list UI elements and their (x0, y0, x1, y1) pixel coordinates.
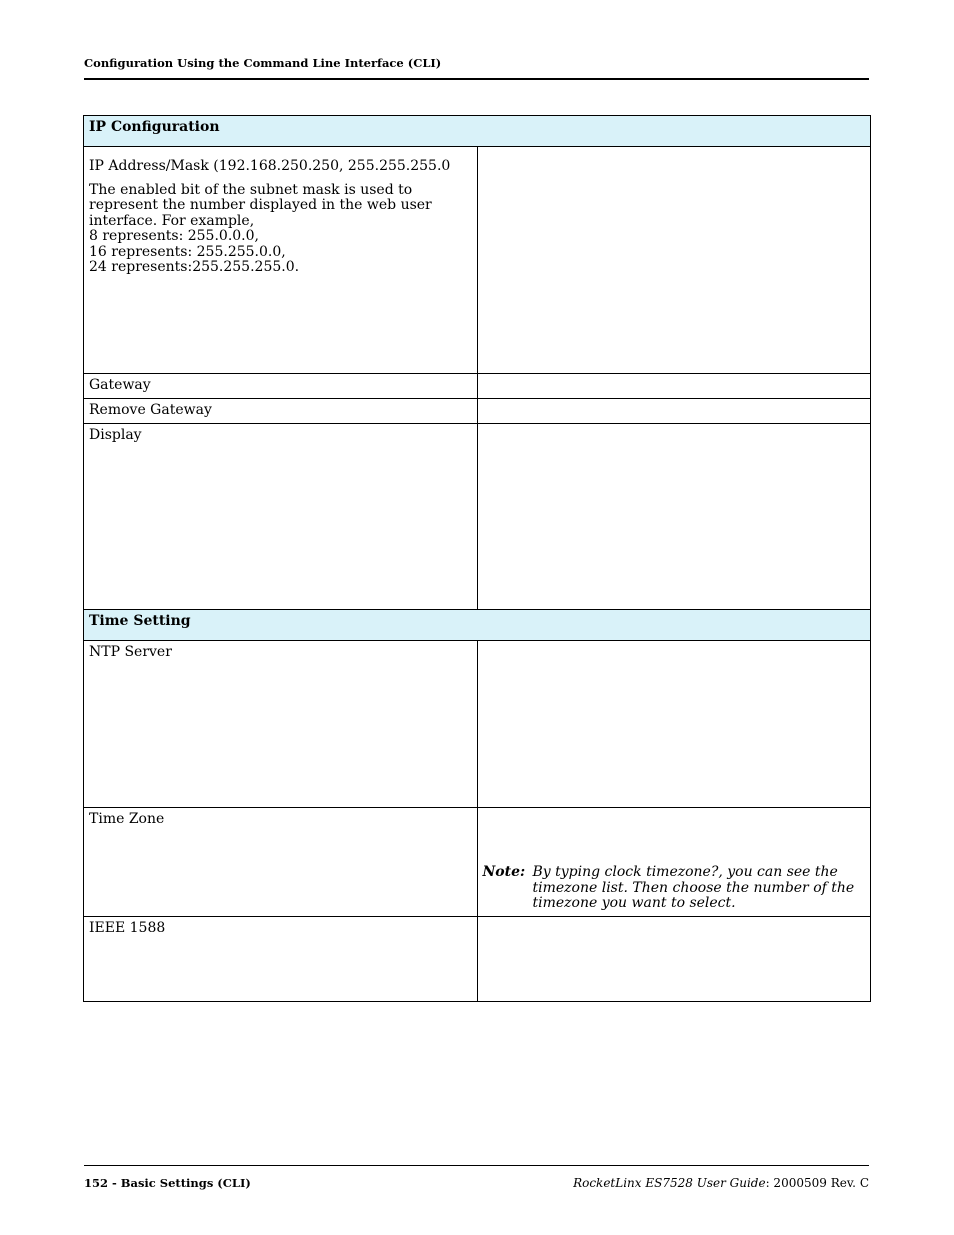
note-label: Note: (482, 864, 526, 880)
row-label-display: Display (84, 424, 478, 610)
table-row-display (84, 424, 871, 610)
footer-revision: : 2000509 Rev. C (765, 1176, 869, 1190)
ip-mask-desc-line-4: 24 represents:255.255.255.0. (89, 259, 300, 275)
row-label-time-zone: Time Zone (84, 808, 478, 917)
section-row-time-setting (84, 610, 871, 641)
row-value-ip-address-mask (477, 147, 871, 374)
row-value-ieee-1588 (477, 917, 871, 1002)
ip-mask-desc-line-2: 8 represents: 255.0.0.0, (89, 228, 259, 244)
ip-mask-label-text: IP Address/Mask (192.168.250.250, 255.255.255.0 (89, 158, 451, 174)
footer-document-id (573, 1176, 869, 1190)
row-value-ntp-server (477, 641, 871, 808)
row-label-gateway: Gateway (84, 374, 478, 399)
note-text: By typing clock timezone?, you can see the timezone list. Then choose the number of the timezone you want to select. (532, 864, 855, 911)
table-row-gateway (84, 374, 871, 399)
footer-rule (84, 1165, 869, 1166)
row-label-ieee-1588: IEEE 1588 (84, 917, 478, 1002)
row-value-gateway (477, 374, 871, 399)
timezone-note (483, 865, 867, 912)
table-row-ieee-1588 (84, 917, 871, 1002)
section-title-ip-configuration: IP Configuration (84, 116, 871, 147)
cli-settings-table (83, 115, 871, 1002)
section-row-ip-configuration (84, 116, 871, 147)
table-row-remove-gateway (84, 399, 871, 424)
section-title-time-setting: Time Setting (84, 610, 871, 641)
footer-product-name: RocketLinx ES7528 User Guide (573, 1176, 766, 1190)
ip-mask-desc-line-3: 16 represents: 255.255.0.0, (89, 243, 286, 260)
row-label-ntp-server: NTP Server (84, 641, 478, 808)
table-row-ip-address-mask (84, 147, 871, 374)
row-value-time-zone (477, 808, 871, 917)
row-value-display (477, 424, 871, 610)
ip-mask-desc-line-1: The enabled bit of the subnet mask is used to represent the number displayed in the web user interface. For example, (89, 181, 432, 229)
row-value-remove-gateway (477, 399, 871, 424)
page-header-title: Configuration Using the Command Line Interface (CLI) (84, 56, 442, 70)
header-rule (84, 78, 869, 80)
row-label-remove-gateway: Remove Gateway (84, 399, 478, 424)
ip-mask-description (89, 183, 473, 276)
table-row-time-zone (84, 808, 871, 917)
footer-page-label: 152 - Basic Settings (CLI) (84, 1176, 251, 1190)
table-row-ntp-server (84, 641, 871, 808)
row-label-ip-address-mask (84, 147, 478, 374)
